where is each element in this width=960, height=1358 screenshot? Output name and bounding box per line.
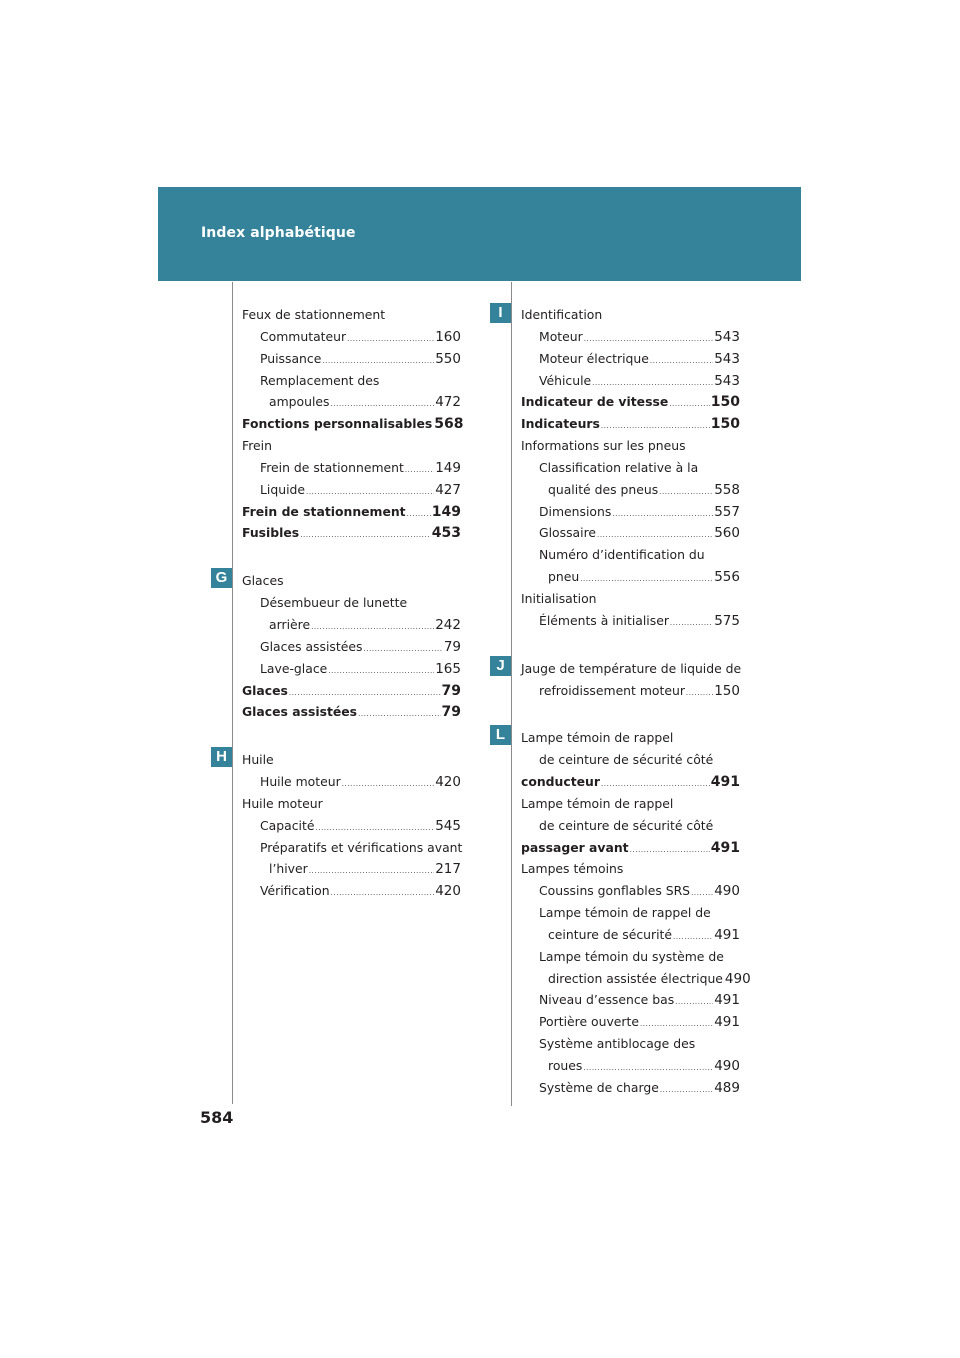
index-entry [242,837,461,859]
index-entry-text: ceinture de sécurité [548,926,673,942]
index-entry-text: Huile [242,752,274,768]
index-entry-text: Système antiblocage des [539,1036,696,1052]
index-entry [521,304,740,326]
index-entry [242,701,461,723]
index-entry [521,902,740,924]
index-entry-page[interactable]: 420 [435,883,461,900]
index-entry-text: Glossaire [539,525,597,541]
index-entry-text: qualité des pneus [548,481,659,497]
index-entry [242,858,461,880]
index-entry [521,457,740,479]
index-entry [521,858,740,880]
dot-leader [580,576,713,583]
index-entry [521,348,740,370]
dot-leader [583,1065,713,1072]
dot-leader [407,511,431,518]
dot-leader [342,781,435,788]
index-entry-text: Initialisation [521,590,597,606]
index-entry-text: passager avant [521,839,629,855]
index-entry-page[interactable]: 149 [431,503,461,520]
index-entry-page[interactable]: 79 [443,638,461,655]
index-entry [242,680,461,702]
index-entry-page[interactable]: 217 [435,861,461,878]
header-title: Index alphabétique [201,225,356,241]
index-entry-page[interactable]: 568 [434,416,464,433]
index-entry-page[interactable]: 453 [431,525,461,542]
index-entry-page[interactable]: 79 [441,704,461,721]
index-entry-text: refroidissement moteur [539,682,685,698]
section-gap [521,632,740,658]
index-entry-text: pneu [548,569,580,585]
index-entry-page[interactable]: 543 [714,372,740,389]
index-entry [521,370,740,392]
index-entry [521,501,740,523]
index-entry [242,326,461,348]
index-entry-text: Indicateurs [521,416,600,432]
section-letter-l: L [490,725,511,745]
index-entry-text: Moteur électrique [539,350,649,366]
index-entry-page[interactable]: 490 [714,1058,740,1074]
index-entry-page[interactable]: 491 [710,774,740,791]
index-entry-page[interactable]: 489 [714,1079,740,1096]
index-entry-page[interactable]: 560 [714,525,740,542]
index-entry [521,522,740,544]
index-entry-page[interactable]: 420 [435,774,461,791]
index-entry-text: Capacité [260,817,315,833]
index-entry-page[interactable]: 556 [714,569,740,586]
index-entry [521,391,740,413]
column-rule-left [232,282,233,1104]
index-entry-text: Liquide [260,481,305,497]
index-entry [521,793,740,815]
index-entry-text: Huile moteur [260,774,341,790]
dot-leader [328,668,434,675]
index-entry-page[interactable]: 558 [714,481,740,498]
index-entry [521,1077,740,1099]
index-entry-text: Indicateur de vitesse [521,394,669,410]
index-entry [242,614,461,636]
index-entry-text: Lampe témoin de rappel [521,730,674,746]
dot-leader [659,489,713,496]
index-entry-page[interactable]: 550 [435,350,461,367]
index-entry [242,522,461,544]
index-entry-text: Désembueur de lunette [260,595,408,611]
index-entry [242,749,461,771]
index-entry-text: l’hiver [269,861,308,877]
index-entry-text: de ceinture de sécurité côté [539,752,714,768]
index-entry-text: Frein de stationnement [242,503,406,519]
section-gap [521,701,740,727]
index-entry-text: Vérification [260,883,330,899]
dot-leader [673,934,713,941]
index-entry-text: Jauge de température de liquide de [521,660,742,676]
index-entry-page[interactable]: 575 [714,612,740,629]
index-entry-page[interactable]: 150 [714,682,740,699]
index-entry-text: Frein [242,438,272,454]
index-entry-page[interactable]: 543 [714,328,740,345]
dot-leader [675,999,713,1006]
dot-leader [330,401,434,408]
index-entry-text: Lampes témoins [521,861,624,877]
section-letter-h: H [211,747,232,767]
dot-leader [640,1021,713,1028]
dot-leader [347,336,434,343]
index-entry-text: Coussins gonflables SRS [539,883,691,899]
section-letter-j: J [490,656,511,676]
index-entry [521,610,740,632]
dot-leader [592,380,713,387]
index-entry [242,435,461,457]
index-entry [521,1011,740,1033]
dot-leader [289,690,441,697]
index-entry-text: Glaces [242,573,284,589]
index-entry [521,1055,740,1077]
index-column-right [521,304,751,1099]
dot-leader [650,358,713,365]
index-entry-text: Glaces assistées [242,704,358,720]
dot-leader [315,825,434,832]
index-entry-text: de ceinture de sécurité côté [539,817,714,833]
dot-leader [322,358,434,365]
index-entry-page[interactable]: 543 [714,350,740,367]
index-entry-text: Identification [521,307,603,322]
index-entry [521,326,740,348]
index-entry-page[interactable]: 472 [435,394,461,411]
index-entry-page[interactable]: 491 [714,926,740,943]
index-entry [521,968,751,990]
dot-leader [363,646,442,653]
index-entry [242,348,461,370]
dot-leader [691,890,713,897]
index-entry [521,588,740,610]
dot-leader [660,1087,713,1094]
index-entry-text: Véhicule [539,372,592,388]
index-entry-text: Classification relative à la [539,459,699,475]
index-entry-text: arrière [269,616,311,632]
index-entry [242,570,461,592]
index-entry [242,391,461,413]
index-entry-text: Éléments à initialiser [539,612,669,628]
index-entry-text: Lampe témoin de rappel [521,795,674,811]
dot-leader [311,624,434,631]
index-entry-text: Dimensions [539,503,612,519]
index-entry-text: Glaces [242,682,288,698]
index-entry-text: direction assistée électrique [548,970,723,986]
index-entry-text: Lampe témoin de rappel de [539,905,711,921]
index-entry-page[interactable]: 491 [714,992,740,1009]
index-entry-text: Fusibles [242,525,300,541]
index-entry-text: Puissance [260,350,322,366]
index-entry [521,435,740,457]
index-entry [242,592,461,614]
index-entry [521,413,740,435]
index-entry-page[interactable]: 557 [714,503,740,520]
index-entry [242,479,461,501]
dot-leader [601,781,710,788]
index-entry [521,727,740,749]
index-entry-page[interactable]: 165 [435,660,461,677]
index-entry [521,749,740,771]
index-entry [242,793,461,815]
index-entry-text: Fonctions personnalisables [242,416,433,432]
index-entry [242,304,461,326]
dot-leader [309,868,434,875]
index-entry-text: Numéro d’identification du [539,547,705,563]
index-entry-text: Feux de stationnement [242,307,386,322]
index-entry [521,924,740,946]
index-entry-text: ampoules [269,394,330,410]
index-entry-text: Frein de stationnement [260,459,404,475]
page-number: 584 [200,1108,234,1127]
index-entry-text: Moteur [539,328,583,344]
index-entry-text: Niveau d’essence bas [539,992,675,1008]
index-entry-page[interactable]: 545 [435,817,461,834]
dot-leader [630,847,710,854]
index-entry-text: Commutateur [260,328,347,344]
dot-leader [601,423,710,430]
index-entry [242,771,461,793]
index-entry-text: Portière ouverte [539,1014,639,1030]
column-rule-middle [511,282,512,1106]
index-entry [242,457,461,479]
index-entry [521,815,740,837]
section-gap [242,723,461,749]
index-entry [521,479,740,501]
index-entry [521,771,740,793]
index-entry-page[interactable]: 491 [710,839,740,856]
index-entry [521,658,740,680]
page-header [158,187,801,281]
index-entry-text: Lave-glace [260,660,328,676]
index-entry-text: roues [548,1058,583,1073]
index-entry-text: Système de charge [539,1079,659,1095]
index-entry-page[interactable]: 79 [441,682,461,699]
dot-leader [306,489,434,496]
index-column-left [242,304,464,902]
dot-leader [612,511,713,518]
dot-leader [358,711,440,718]
index-entry-text: Huile moteur [242,795,323,811]
index-entry [521,566,740,588]
index-entry-page[interactable]: 149 [435,459,461,476]
index-entry-text: Glaces assistées [260,638,363,654]
index-entry [242,636,461,658]
index-entry-page[interactable]: 490 [714,883,740,900]
dot-leader [584,336,714,343]
index-entry-text: Lampe témoin du système de [539,948,724,964]
index-entry-page[interactable]: 150 [710,416,740,433]
index-entry-text: Préparatifs et vérifications avant [260,839,463,855]
index-entry [521,946,740,968]
dot-leader [670,620,713,627]
index-entry [521,880,740,902]
dot-leader [597,532,713,539]
dot-leader [331,890,435,897]
index-entry-page[interactable]: 490 [724,970,751,987]
index-entry [521,1033,740,1055]
section-gap [242,544,461,570]
index-entry-page[interactable]: 242 [435,616,461,633]
index-entry-page[interactable]: 160 [435,328,461,345]
dot-leader [686,690,713,697]
index-entry [521,544,740,566]
index-entry [242,880,461,902]
index-entry [242,815,461,837]
index-entry [242,501,461,523]
section-letter-g: G [211,568,232,588]
dot-leader [669,401,710,408]
dot-leader [405,467,434,474]
index-entry-text: Informations sur les pneus [521,438,686,454]
index-entry [521,680,740,702]
index-entry-page[interactable]: 150 [710,394,740,411]
dot-leader [300,532,431,539]
index-entry [242,370,461,392]
index-entry-text: conducteur [521,774,600,790]
index-entry-text: Remplacement des [260,372,380,388]
index-entry [521,837,740,859]
index-entry-page[interactable]: 427 [435,481,461,498]
index-entry-page[interactable]: 491 [714,1014,740,1031]
index-entry [242,413,464,435]
index-entry [242,658,461,680]
index-entry [521,989,740,1011]
section-letter-i: I [490,303,511,323]
